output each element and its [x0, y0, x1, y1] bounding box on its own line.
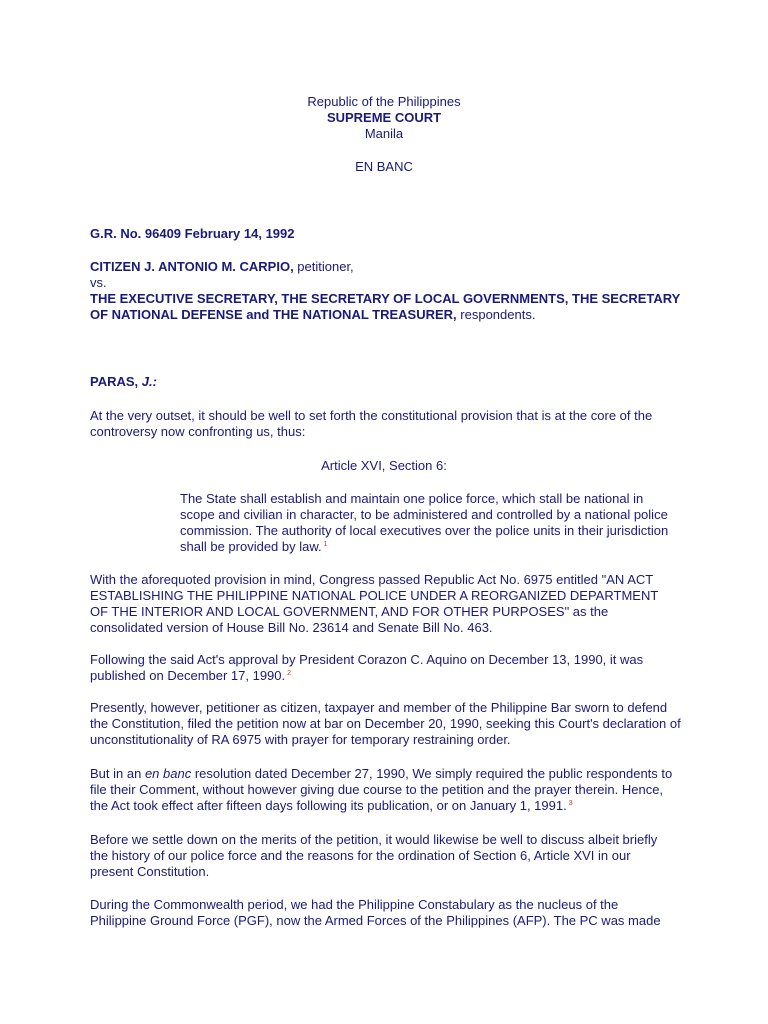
case-parties	[90, 259, 690, 323]
paragraph-history: Before we settle down on the merits of the petition, it would likewise be well to discuss albeit briefly the history of our police force and the reasons for the ordination of Section 6, Article XVI in our present Constitution.	[90, 832, 658, 879]
constitutional-quote	[180, 491, 680, 555]
case-number: G.R. No. 96409 February 14, 1992	[90, 226, 295, 241]
resolution-en-banc: en banc	[144, 766, 192, 781]
court-name: SUPREME COURT	[326, 110, 442, 125]
city-line: Manila	[364, 126, 404, 141]
division-label: EN BANC	[355, 159, 413, 174]
court-header	[0, 94, 768, 142]
respondents-names: THE EXECUTIVE SECRETARY, THE SECRETARY OF LOCAL GOVERNMENTS, THE SECRETARY OF NATIONAL DEFENSE and THE NATIONAL TREASURER,	[90, 291, 681, 322]
versus-label: vs.	[90, 275, 107, 290]
petitioner-name: CITIZEN J. ANTONIO M. CARPIO,	[90, 259, 294, 274]
ponente-title: J.:	[141, 374, 157, 389]
paragraph-intro: At the very outset, it should be well to set forth the constitutional provision that is at the core of the controversy now confronting us, thus:	[90, 408, 653, 439]
approval-text: Following the said Act's approval by President Corazon C. Aquino on December 13, 1990, it was published on December 17, 1990.	[90, 652, 644, 683]
quote-text: The State shall establish and maintain one police force, which stall be national in scope and civilian in character, to be administered and controlled by a national police commission. The authority of local executives over the police units in their jurisdiction shall be provided by law.	[180, 491, 669, 554]
footnote-marker-3[interactable]: 3	[568, 799, 573, 807]
paragraph-commonwealth: During the Commonwealth period, we had the Philippine Constabulary as the nucleus of the Philippine Ground Force (PGF), now the Armed Forces of the Philippines (AFP). The PC was made	[90, 897, 661, 928]
paragraph-approval	[90, 652, 680, 684]
ponente-name: PARAS,	[90, 374, 139, 389]
paragraph-petition: Presently, however, petitioner as citizen, taxpayer and member of the Philippine Bar sworn to defend the Constitution, filed the petition now at bar on December 20, 1990, seeking this Court's declaration of unconstitutionality of RA 6975 with prayer for temporary restraining order.	[90, 700, 681, 747]
petitioner-line	[90, 259, 690, 275]
respondents-role: respondents.	[456, 307, 536, 322]
resolution-text-b: resolution dated December 27, 1990, We simply required the public respondents to file their Comment, without however giving due course to the petition and the prayer therein. Hence, the Act took effect after fifteen days following its publication, or on January 1, 1991.	[90, 766, 673, 813]
paragraph-ra6975: With the aforequoted provision in mind, Congress passed Republic Act No. 6975 entitled "AN ACT ESTABLISHING THE PHILIPPINE NATIONAL POLICE UNDER A REORGANIZED DEPARTMENT OF THE INTERIOR AND LOCAL GOVERNMENT, AND FOR OTHER PURPOSES" as the consolidated version of House Bill No. 23614 and Senate Bill No. 463.	[90, 572, 659, 635]
ponente-line	[90, 374, 680, 390]
republic-line: Republic of the Philippines	[307, 94, 461, 109]
resolution-text-a: But in an	[90, 766, 145, 781]
paragraph-resolution	[90, 766, 675, 814]
footnote-marker-2[interactable]: 2	[287, 669, 292, 677]
petitioner-role: petitioner,	[293, 259, 354, 274]
footnote-marker-1[interactable]: 1	[323, 540, 328, 548]
respondents-line	[90, 291, 690, 323]
article-heading: Article XVI, Section 6:	[321, 458, 447, 473]
